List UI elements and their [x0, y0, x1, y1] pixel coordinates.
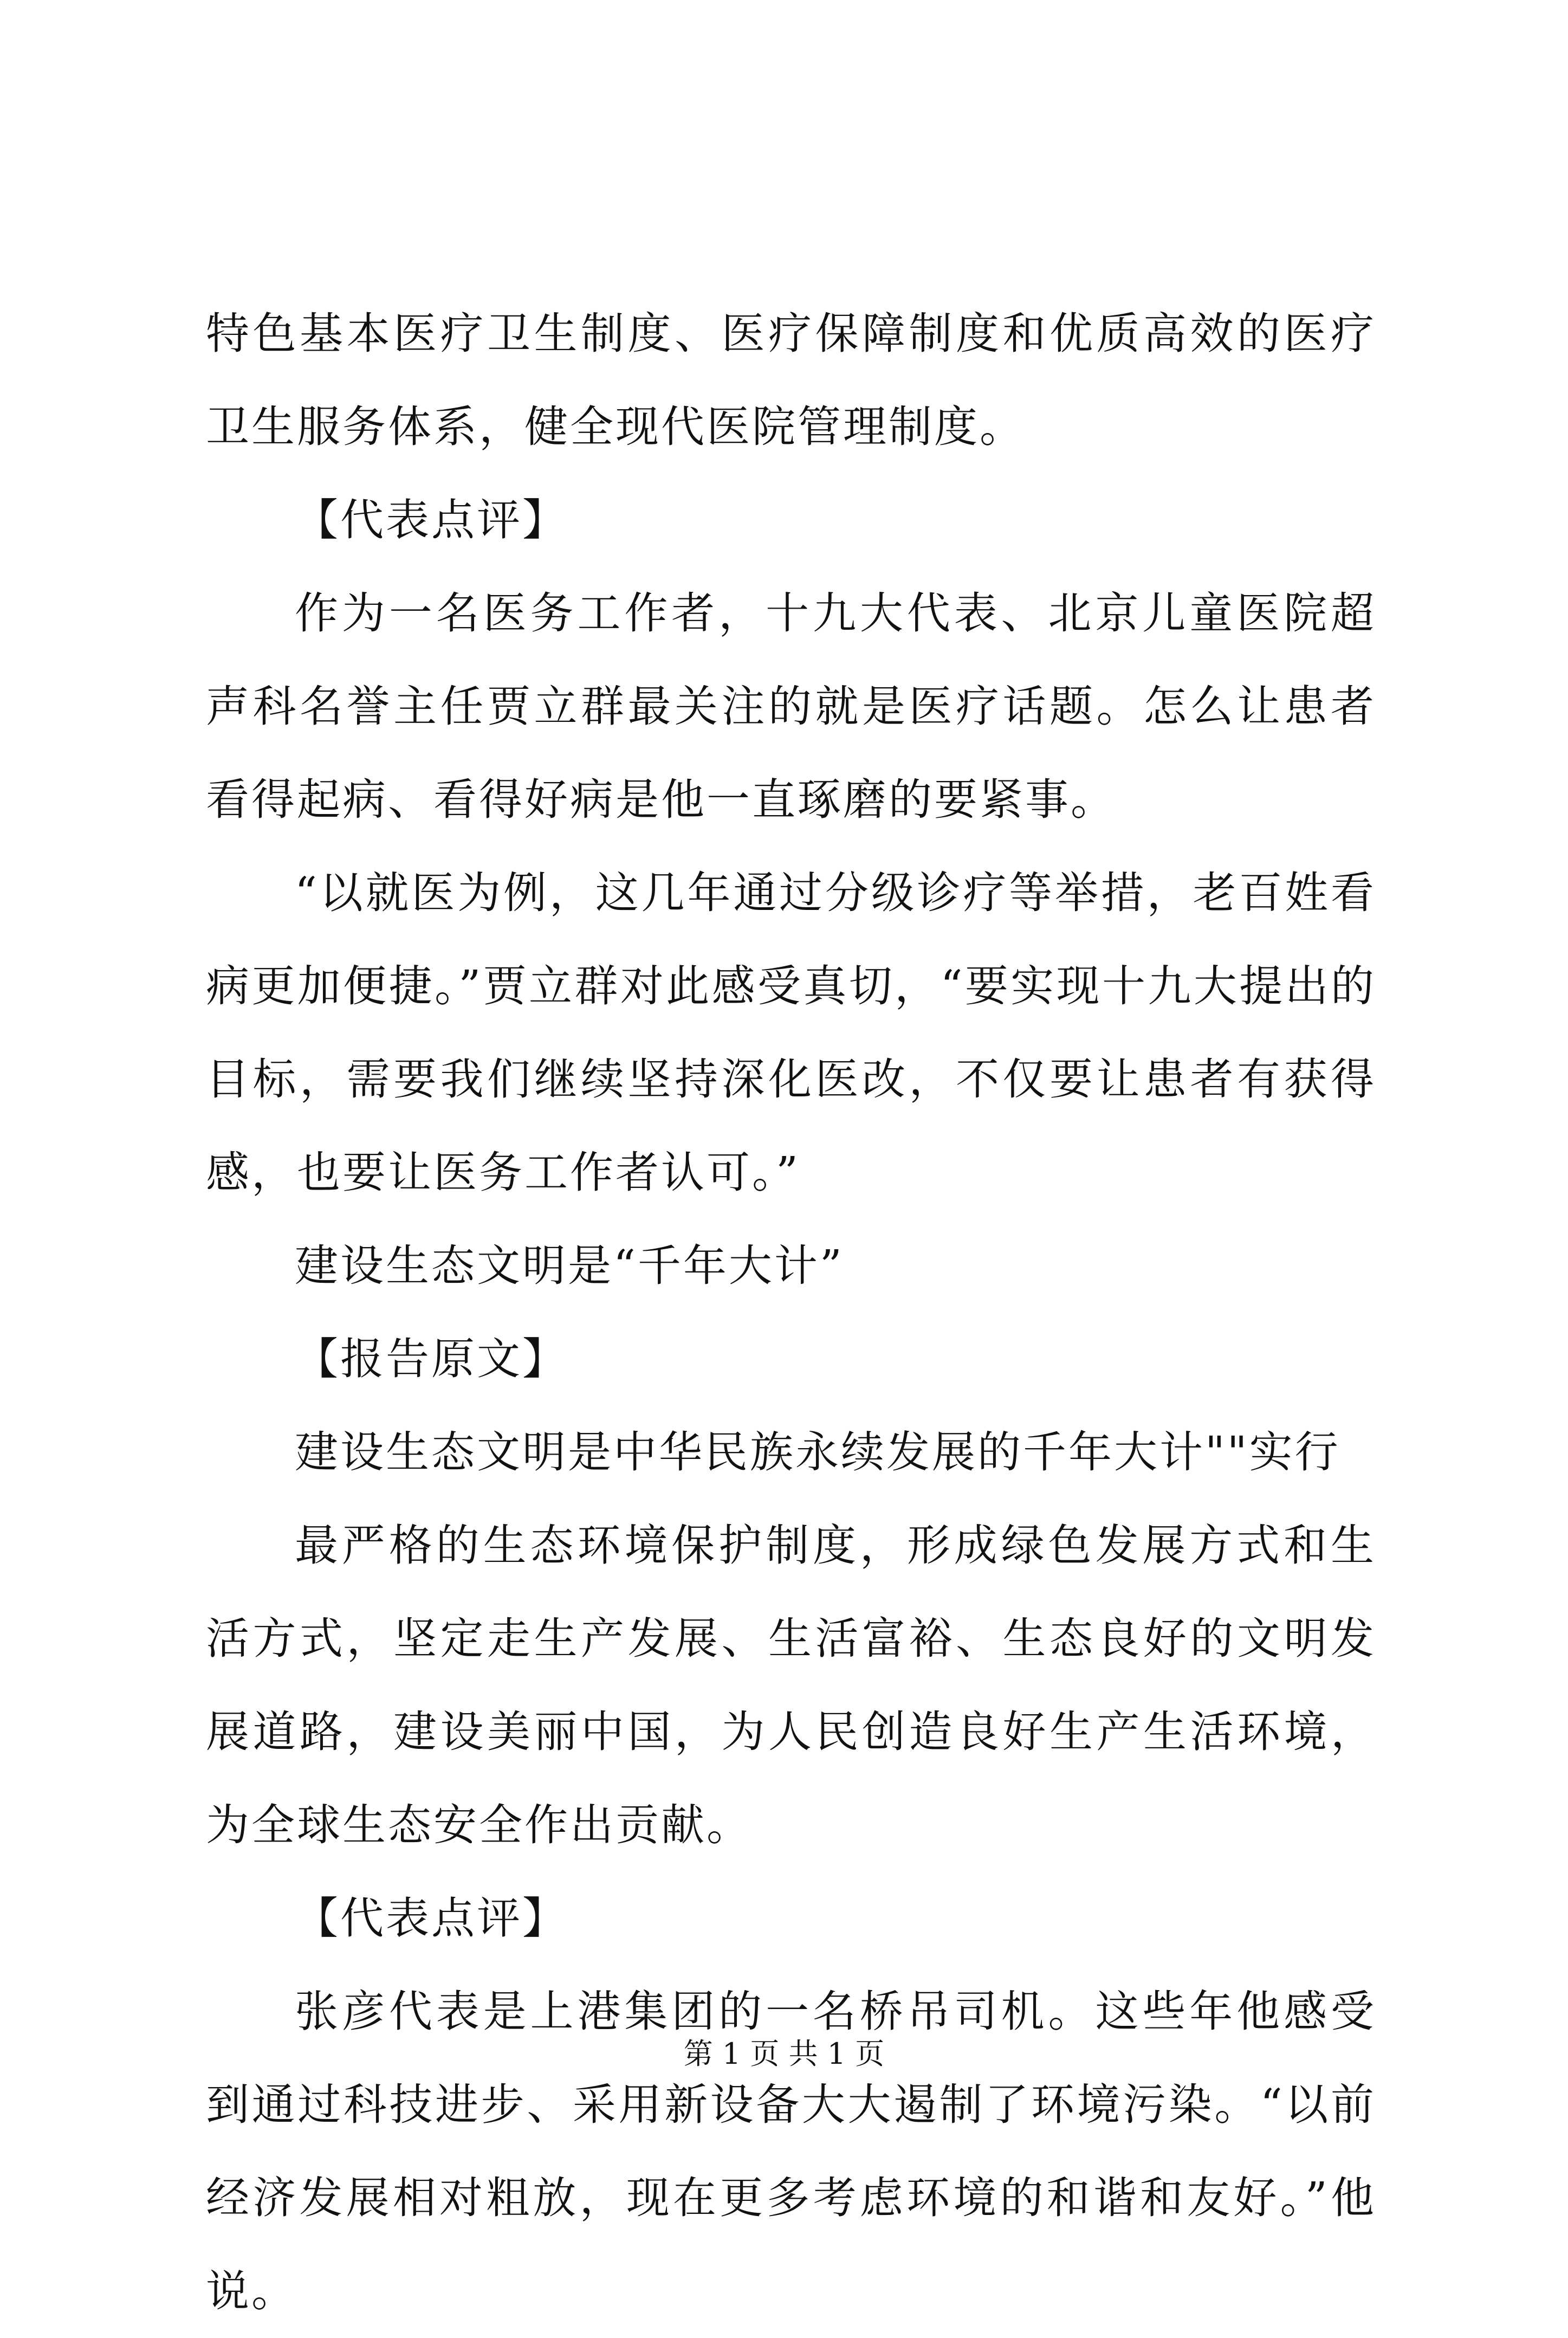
paragraph: 特色基本医疗卫生制度、医疗保障制度和优质高效的医疗卫生服务体系，健全现代医院管理制度。	[206, 308, 1376, 452]
section-heading: 【代表点评】	[295, 495, 568, 545]
section-heading: 【代表点评】	[295, 1893, 568, 1943]
paragraph: 张彦代表是上港集团的一名桥吊司机。这些年他感受到通过科技进步、采用新设备大大遏制了环境污染。“以前经济发展相对粗放，现在更多考虑环境的和谐和友好。”他说。	[206, 1986, 1376, 2316]
paragraph: 作为一名医务工作者，十九大代表、北京儿童医院超声科名誉主任贾立群最关注的就是医疗话题。怎么让患者看得起病、看得好病是他一直琢磨的要紧事。	[206, 588, 1376, 825]
page-footer: 第 1 页 共 1 页	[683, 2037, 885, 2071]
section-heading: 【报告原文】	[295, 1334, 568, 1384]
document-body	[206, 287, 1376, 2338]
paragraph: 最严格的生态环境保护制度，形成绿色发展方式和生活方式，坚定走生产发展、生活富裕、生态良好的文明发展道路，建设美丽中国，为人民创造良好生产生活环境，为全球生态安全作出贡献。	[206, 1520, 1376, 1850]
subsection-title: 建设生态文明是“千年大计”	[295, 1241, 844, 1291]
paragraph: “以就医为例，这几年通过分级诊疗等举措，老百姓看病更加便捷。”贾立群对此感受真切，“要实现十九大提出的目标，需要我们继续坚持深化医改，不仅要让患者有获得感，也要让医务工作者认可。”	[206, 868, 1376, 1198]
paragraph: 建设生态文明是中华民族永续发展的千年大计""实行	[295, 1427, 1340, 1477]
